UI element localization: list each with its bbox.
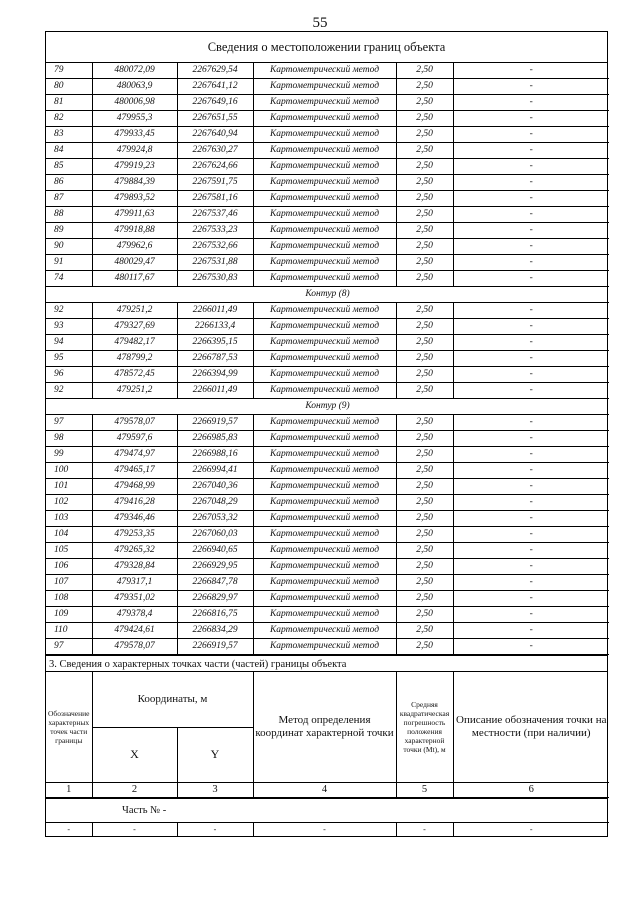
table-row	[46, 367, 609, 383]
section3-title: 3. Сведения о характерных точках части (частей) границы объекта	[46, 655, 607, 672]
point-number: 102	[46, 495, 92, 511]
y-coordinate: 2266816,75	[177, 607, 253, 623]
description-cell: -	[453, 191, 609, 207]
y-coordinate: 2267651,55	[177, 111, 253, 127]
description-cell: -	[453, 143, 609, 159]
table-row	[46, 207, 609, 223]
point-number: 109	[46, 607, 92, 623]
point-number: 82	[46, 111, 92, 127]
method-cell: Картометрический метод	[253, 271, 396, 287]
method-cell: Картометрический метод	[253, 111, 396, 127]
description-cell: -	[453, 447, 609, 463]
empty-cell: -	[253, 822, 396, 836]
col-number: 1	[46, 782, 92, 797]
method-cell: Картометрический метод	[253, 175, 396, 191]
empty-cell: -	[177, 822, 253, 836]
point-number: 101	[46, 479, 92, 495]
y-coordinate: 2267624,66	[177, 159, 253, 175]
table-row	[46, 639, 609, 655]
x-coordinate: 479251,2	[92, 383, 177, 399]
description-cell: -	[453, 159, 609, 175]
x-coordinate: 478799,2	[92, 351, 177, 367]
x-coordinate: 479918,88	[92, 223, 177, 239]
point-number: 106	[46, 559, 92, 575]
boundary-sheet	[45, 31, 608, 837]
y-coordinate: 2266011,49	[177, 383, 253, 399]
y-coordinate: 2266919,57	[177, 415, 253, 431]
description-cell: -	[453, 63, 609, 79]
description-cell: -	[453, 607, 609, 623]
x-coordinate: 479962,6	[92, 239, 177, 255]
table-row	[46, 223, 609, 239]
description-cell: -	[453, 575, 609, 591]
point-number: 88	[46, 207, 92, 223]
y-coordinate: 2267641,12	[177, 79, 253, 95]
part-row	[46, 798, 607, 822]
x-coordinate: 479253,35	[92, 527, 177, 543]
precision-cell: 2,50	[396, 127, 453, 143]
description-cell: -	[453, 383, 609, 399]
point-number: 81	[46, 95, 92, 111]
table-row	[46, 559, 609, 575]
description-cell: -	[453, 175, 609, 191]
point-number: 85	[46, 159, 92, 175]
description-cell: -	[453, 239, 609, 255]
method-cell: Картометрический метод	[253, 79, 396, 95]
precision-cell: 2,50	[396, 591, 453, 607]
point-number: 105	[46, 543, 92, 559]
method-cell: Картометрический метод	[253, 239, 396, 255]
method-cell: Картометрический метод	[253, 591, 396, 607]
method-cell: Картометрический метод	[253, 511, 396, 527]
description-cell: -	[453, 95, 609, 111]
point-number: 92	[46, 303, 92, 319]
x-coordinate: 479893,52	[92, 191, 177, 207]
table-row	[46, 511, 609, 527]
point-number: 84	[46, 143, 92, 159]
precision-cell: 2,50	[396, 607, 453, 623]
y-coordinate: 2266011,49	[177, 303, 253, 319]
precision-cell: 2,50	[396, 527, 453, 543]
empty-cell: -	[396, 822, 453, 836]
method-cell: Картометрический метод	[253, 127, 396, 143]
table-row	[46, 447, 609, 463]
col-number: 2	[92, 782, 177, 797]
point-number: 97	[46, 415, 92, 431]
x-coordinate: 479468,99	[92, 479, 177, 495]
x-coordinate: 479578,07	[92, 639, 177, 655]
y-coordinate: 2266834,29	[177, 623, 253, 639]
description-cell: -	[453, 255, 609, 271]
precision-cell: 2,50	[396, 111, 453, 127]
y-coordinate: 2266994,41	[177, 463, 253, 479]
method-cell: Картометрический метод	[253, 191, 396, 207]
method-cell: Картометрический метод	[253, 495, 396, 511]
description-cell: -	[453, 319, 609, 335]
y-coordinate: 2267581,16	[177, 191, 253, 207]
y-coordinate: 2267591,75	[177, 175, 253, 191]
point-number: 96	[46, 367, 92, 383]
part-empty-table	[46, 822, 609, 837]
col-number: 6	[453, 782, 609, 797]
header-precision: Средняя квадратическая погрешность положения характерной точки (Mt), м	[396, 672, 453, 782]
table-row	[46, 127, 609, 143]
y-coordinate: 2267640,94	[177, 127, 253, 143]
y-coordinate: 2266395,15	[177, 335, 253, 351]
point-number: 83	[46, 127, 92, 143]
method-cell: Картометрический метод	[253, 527, 396, 543]
table-row	[46, 431, 609, 447]
x-coordinate: 479884,39	[92, 175, 177, 191]
point-number: 74	[46, 271, 92, 287]
y-coordinate: 2266940,65	[177, 543, 253, 559]
precision-cell: 2,50	[396, 351, 453, 367]
precision-cell: 2,50	[396, 415, 453, 431]
point-number: 110	[46, 623, 92, 639]
precision-cell: 2,50	[396, 639, 453, 655]
method-cell: Картометрический метод	[253, 623, 396, 639]
point-number: 97	[46, 639, 92, 655]
precision-cell: 2,50	[396, 383, 453, 399]
method-cell: Картометрический метод	[253, 207, 396, 223]
y-coordinate: 2266919,57	[177, 639, 253, 655]
description-cell: -	[453, 111, 609, 127]
table-row	[46, 527, 609, 543]
method-cell: Картометрический метод	[253, 95, 396, 111]
point-number: 86	[46, 175, 92, 191]
method-cell: Картометрический метод	[253, 639, 396, 655]
point-number: 103	[46, 511, 92, 527]
precision-cell: 2,50	[396, 335, 453, 351]
empty-cell: -	[92, 822, 177, 836]
precision-cell: 2,50	[396, 159, 453, 175]
method-cell: Картометрический метод	[253, 63, 396, 79]
x-coordinate: 479251,2	[92, 303, 177, 319]
point-number: 98	[46, 431, 92, 447]
precision-cell: 2,50	[396, 271, 453, 287]
description-cell: -	[453, 223, 609, 239]
method-cell: Картометрический метод	[253, 383, 396, 399]
x-coordinate: 480072,09	[92, 63, 177, 79]
y-coordinate: 2266829,97	[177, 591, 253, 607]
x-coordinate: 479578,07	[92, 415, 177, 431]
table-row	[46, 463, 609, 479]
header-method: Метод определения координат характерной точки	[253, 672, 396, 782]
description-cell: -	[453, 79, 609, 95]
description-cell: -	[453, 591, 609, 607]
header-coordinates: Координаты, м	[92, 672, 253, 727]
precision-cell: 2,50	[396, 511, 453, 527]
description-cell: -	[453, 479, 609, 495]
precision-cell: 2,50	[396, 223, 453, 239]
y-coordinate: 2267053,32	[177, 511, 253, 527]
y-coordinate: 2266985,83	[177, 431, 253, 447]
precision-cell: 2,50	[396, 79, 453, 95]
point-number: 99	[46, 447, 92, 463]
table-row	[46, 95, 609, 111]
method-cell: Картометрический метод	[253, 319, 396, 335]
table-row	[46, 495, 609, 511]
table-row	[46, 271, 609, 287]
precision-cell: 2,50	[396, 255, 453, 271]
method-cell: Картометрический метод	[253, 335, 396, 351]
point-number: 92	[46, 383, 92, 399]
x-coordinate: 480029,47	[92, 255, 177, 271]
table-row	[46, 79, 609, 95]
description-cell: -	[453, 623, 609, 639]
point-number: 95	[46, 351, 92, 367]
y-coordinate: 2266988,16	[177, 447, 253, 463]
precision-cell: 2,50	[396, 479, 453, 495]
point-number: 107	[46, 575, 92, 591]
description-cell: -	[453, 127, 609, 143]
x-coordinate: 479265,32	[92, 543, 177, 559]
y-coordinate: 2267629,54	[177, 63, 253, 79]
y-coordinate: 2267530,83	[177, 271, 253, 287]
section3-header-table	[46, 672, 609, 798]
contour-label: Контур (8)	[46, 287, 609, 303]
header-x: X	[92, 727, 177, 782]
precision-cell: 2,50	[396, 319, 453, 335]
x-coordinate: 480117,67	[92, 271, 177, 287]
table-row	[46, 415, 609, 431]
precision-cell: 2,50	[396, 191, 453, 207]
point-number: 90	[46, 239, 92, 255]
table-row	[46, 175, 609, 191]
y-coordinate: 2267040,36	[177, 479, 253, 495]
section-title: Сведения о местоположении границ объекта	[46, 32, 607, 63]
table-row	[46, 335, 609, 351]
point-number: 104	[46, 527, 92, 543]
x-coordinate: 479351,02	[92, 591, 177, 607]
x-coordinate: 479328,84	[92, 559, 177, 575]
description-cell: -	[453, 303, 609, 319]
method-cell: Картометрический метод	[253, 543, 396, 559]
x-coordinate: 479911,63	[92, 207, 177, 223]
col-number: 4	[253, 782, 396, 797]
x-coordinate: 480006,98	[92, 95, 177, 111]
point-number: 91	[46, 255, 92, 271]
table-row	[46, 591, 609, 607]
y-coordinate: 2267630,27	[177, 143, 253, 159]
method-cell: Картометрический метод	[253, 431, 396, 447]
precision-cell: 2,50	[396, 543, 453, 559]
x-coordinate: 479416,28	[92, 495, 177, 511]
precision-cell: 2,50	[396, 367, 453, 383]
table-row	[46, 623, 609, 639]
x-coordinate: 479327,69	[92, 319, 177, 335]
x-coordinate: 479378,4	[92, 607, 177, 623]
description-cell: -	[453, 527, 609, 543]
table-row	[46, 543, 609, 559]
table-row	[46, 143, 609, 159]
x-coordinate: 479597,6	[92, 431, 177, 447]
point-number: 100	[46, 463, 92, 479]
table-row	[46, 351, 609, 367]
x-coordinate: 479924,8	[92, 143, 177, 159]
description-cell: -	[453, 351, 609, 367]
precision-cell: 2,50	[396, 143, 453, 159]
method-cell: Картометрический метод	[253, 255, 396, 271]
description-cell: -	[453, 207, 609, 223]
y-coordinate: 2267649,16	[177, 95, 253, 111]
precision-cell: 2,50	[396, 175, 453, 191]
point-number: 80	[46, 79, 92, 95]
method-cell: Картометрический метод	[253, 559, 396, 575]
contour-label: Контур (9)	[46, 399, 609, 415]
method-cell: Картометрический метод	[253, 303, 396, 319]
method-cell: Картометрический метод	[253, 479, 396, 495]
table-row	[46, 575, 609, 591]
y-coordinate: 2267060,03	[177, 527, 253, 543]
method-cell: Картометрический метод	[253, 143, 396, 159]
empty-cell: -	[46, 822, 92, 836]
x-coordinate: 478572,45	[92, 367, 177, 383]
point-number: 79	[46, 63, 92, 79]
contour-row	[46, 399, 609, 415]
header-y: Y	[177, 727, 253, 782]
description-cell: -	[453, 335, 609, 351]
point-number: 87	[46, 191, 92, 207]
method-cell: Картометрический метод	[253, 367, 396, 383]
coordinates-table	[46, 63, 609, 655]
description-cell: -	[453, 367, 609, 383]
method-cell: Картометрический метод	[253, 223, 396, 239]
description-cell: -	[453, 431, 609, 447]
point-number: 93	[46, 319, 92, 335]
description-cell: -	[453, 415, 609, 431]
table-row	[46, 239, 609, 255]
x-coordinate: 479474,97	[92, 447, 177, 463]
x-coordinate: 480063,9	[92, 79, 177, 95]
y-coordinate: 2266133,4	[177, 319, 253, 335]
y-coordinate: 2266787,53	[177, 351, 253, 367]
x-coordinate: 479317,1	[92, 575, 177, 591]
precision-cell: 2,50	[396, 95, 453, 111]
table-row	[46, 383, 609, 399]
table-row	[46, 607, 609, 623]
x-coordinate: 479919,23	[92, 159, 177, 175]
method-cell: Картометрический метод	[253, 447, 396, 463]
precision-cell: 2,50	[396, 207, 453, 223]
point-number: 108	[46, 591, 92, 607]
method-cell: Картометрический метод	[253, 463, 396, 479]
method-cell: Картометрический метод	[253, 575, 396, 591]
col-number: 5	[396, 782, 453, 797]
precision-cell: 2,50	[396, 463, 453, 479]
table-row	[46, 303, 609, 319]
description-cell: -	[453, 511, 609, 527]
method-cell: Картометрический метод	[253, 351, 396, 367]
empty-cell: -	[453, 822, 609, 836]
precision-cell: 2,50	[396, 447, 453, 463]
x-coordinate: 479482,17	[92, 335, 177, 351]
precision-cell: 2,50	[396, 559, 453, 575]
contour-row	[46, 287, 609, 303]
precision-cell: 2,50	[396, 623, 453, 639]
header-description: Описание обозначения точки на местности (при наличии)	[453, 672, 609, 782]
description-cell: -	[453, 463, 609, 479]
y-coordinate: 2267532,66	[177, 239, 253, 255]
header-designation: Обозначение характерных точек части границы	[46, 672, 92, 782]
table-row	[46, 479, 609, 495]
x-coordinate: 479424,61	[92, 623, 177, 639]
x-coordinate: 479346,46	[92, 511, 177, 527]
point-number: 89	[46, 223, 92, 239]
table-row	[46, 255, 609, 271]
part-label: Часть № -	[122, 804, 167, 816]
table-row	[46, 63, 609, 79]
table-row	[46, 159, 609, 175]
method-cell: Картометрический метод	[253, 607, 396, 623]
description-cell: -	[453, 559, 609, 575]
precision-cell: 2,50	[396, 63, 453, 79]
x-coordinate: 479465,17	[92, 463, 177, 479]
precision-cell: 2,50	[396, 575, 453, 591]
method-cell: Картометрический метод	[253, 415, 396, 431]
x-coordinate: 479955,3	[92, 111, 177, 127]
description-cell: -	[453, 271, 609, 287]
y-coordinate: 2267531,88	[177, 255, 253, 271]
description-cell: -	[453, 639, 609, 655]
precision-cell: 2,50	[396, 431, 453, 447]
page-number: 55	[312, 15, 328, 31]
y-coordinate: 2267537,46	[177, 207, 253, 223]
table-row	[46, 111, 609, 127]
x-coordinate: 479933,45	[92, 127, 177, 143]
point-number: 94	[46, 335, 92, 351]
precision-cell: 2,50	[396, 303, 453, 319]
y-coordinate: 2266929,95	[177, 559, 253, 575]
method-cell: Картометрический метод	[253, 159, 396, 175]
y-coordinate: 2267048,29	[177, 495, 253, 511]
precision-cell: 2,50	[396, 239, 453, 255]
y-coordinate: 2266394,99	[177, 367, 253, 383]
table-row	[46, 191, 609, 207]
description-cell: -	[453, 495, 609, 511]
y-coordinate: 2266847,78	[177, 575, 253, 591]
precision-cell: 2,50	[396, 495, 453, 511]
col-number: 3	[177, 782, 253, 797]
table-row	[46, 319, 609, 335]
y-coordinate: 2267533,23	[177, 223, 253, 239]
description-cell: -	[453, 543, 609, 559]
